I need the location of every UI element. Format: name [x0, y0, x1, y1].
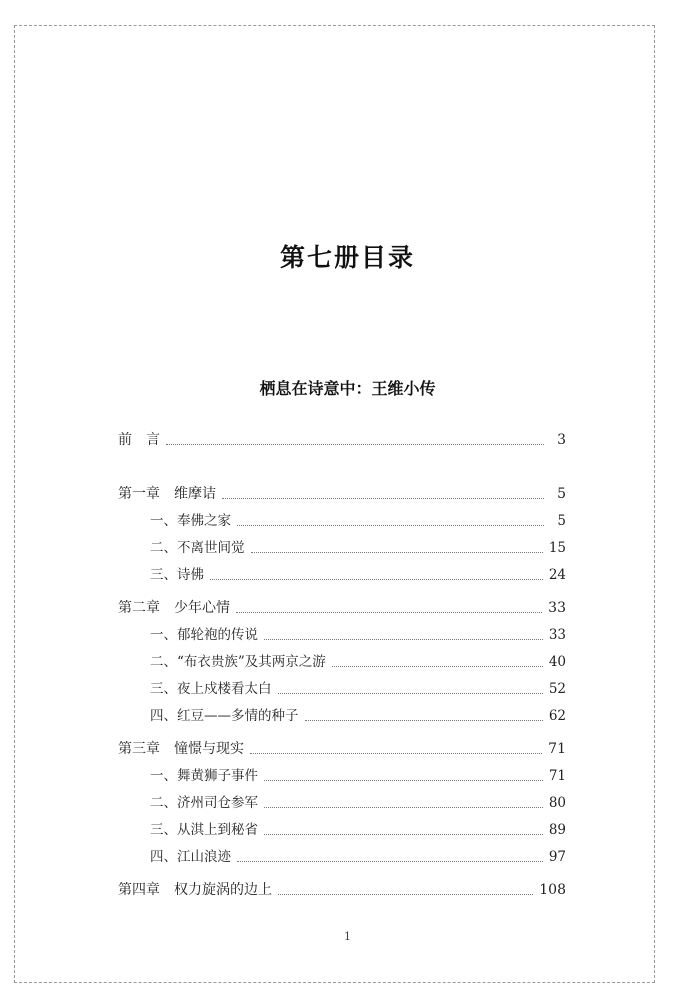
toc-entry-page: 24: [548, 567, 566, 583]
toc-entry-section[interactable]: [150, 508, 566, 530]
toc-entry-section[interactable]: [150, 817, 566, 839]
toc-entry-page: 80: [548, 795, 566, 811]
toc-entry-section[interactable]: [150, 844, 566, 866]
toc-entry-page: 97: [548, 849, 566, 865]
dot-leader: [264, 833, 543, 835]
toc-entry-chapter-3[interactable]: [118, 736, 566, 758]
dot-leader: [278, 692, 543, 694]
dot-leader: [236, 611, 542, 613]
toc-entry-page: 71: [548, 741, 566, 757]
dot-leader: [166, 443, 544, 445]
toc-entry-preface[interactable]: [118, 427, 566, 449]
toc-entry-section[interactable]: [150, 649, 566, 671]
dot-leader: [251, 551, 543, 553]
toc-entry-label: 一、郁轮袍的传说: [150, 627, 258, 643]
toc-entry-label: 四、江山浪迹: [150, 849, 231, 865]
toc-entry-label: 四、红豆——多情的种子: [150, 708, 299, 724]
toc-entry-section[interactable]: [150, 562, 566, 584]
toc-entry-label: 二、不离世间觉: [150, 540, 245, 556]
toc-entry-section[interactable]: [150, 763, 566, 785]
toc-entry-page: 5: [557, 513, 566, 529]
toc-entry-section[interactable]: [150, 535, 566, 557]
dot-leader: [278, 893, 533, 895]
toc-entry-section[interactable]: [150, 790, 566, 812]
toc-entry-label: 第一章 维摩诘: [118, 486, 216, 502]
dot-leader: [332, 665, 543, 667]
toc-entry-label: 第四章 权力旋涡的边上: [118, 882, 272, 898]
toc-entry-label: 第三章 憧憬与现实: [118, 741, 244, 757]
toc-entry-page: 71: [548, 768, 566, 784]
toc-entry-page: 33: [548, 627, 566, 643]
toc-entry-page: 5: [557, 486, 566, 502]
toc-entry-page: 62: [548, 708, 566, 724]
dot-leader: [210, 578, 543, 580]
dot-leader: [250, 752, 542, 754]
toc-entry-label: 前 言: [118, 432, 160, 448]
toc-entry-page: 89: [548, 822, 566, 838]
toc-entry-page: 33: [548, 600, 566, 616]
toc-entry-label: 一、奉佛之家: [150, 513, 231, 529]
toc-entry-chapter-1[interactable]: [118, 481, 566, 503]
toc-entry-label: 一、舞黄狮子事件: [150, 768, 258, 784]
toc-entry-label: 三、夜上戍楼看太白: [150, 681, 272, 697]
toc-entry-label: 三、从淇上到秘省: [150, 822, 258, 838]
toc-entry-section[interactable]: [150, 622, 566, 644]
toc-entry-chapter-2[interactable]: [118, 595, 566, 617]
toc-entry-label: 第二章 少年心情: [118, 600, 230, 616]
toc-entry-label: 二、济州司仓参军: [150, 795, 258, 811]
book-subtitle: 栖息在诗意中：王维小传: [259, 379, 436, 398]
dot-leader: [237, 860, 543, 862]
toc-entry-page: 40: [548, 654, 566, 670]
dot-leader: [264, 779, 543, 781]
toc-entry-section[interactable]: [150, 703, 566, 725]
dot-leader: [237, 524, 544, 526]
page-title: 第七册目录: [279, 243, 415, 272]
toc-entry-chapter-4[interactable]: [118, 877, 566, 899]
page-number: 1: [344, 930, 351, 943]
toc-entry-page: 52: [548, 681, 566, 697]
dot-leader: [305, 719, 543, 721]
toc-entry-label: 三、诗佛: [150, 567, 204, 583]
toc-entry-section[interactable]: [150, 676, 566, 698]
dot-leader: [264, 638, 543, 640]
dot-leader: [222, 497, 544, 499]
toc-entry-page: 15: [548, 540, 566, 556]
dot-leader: [264, 806, 543, 808]
toc-entry-page: 3: [557, 432, 566, 448]
toc-entry-label: 二、“布衣贵族”及其两京之游: [150, 654, 326, 670]
toc-entry-page: 108: [539, 882, 566, 898]
